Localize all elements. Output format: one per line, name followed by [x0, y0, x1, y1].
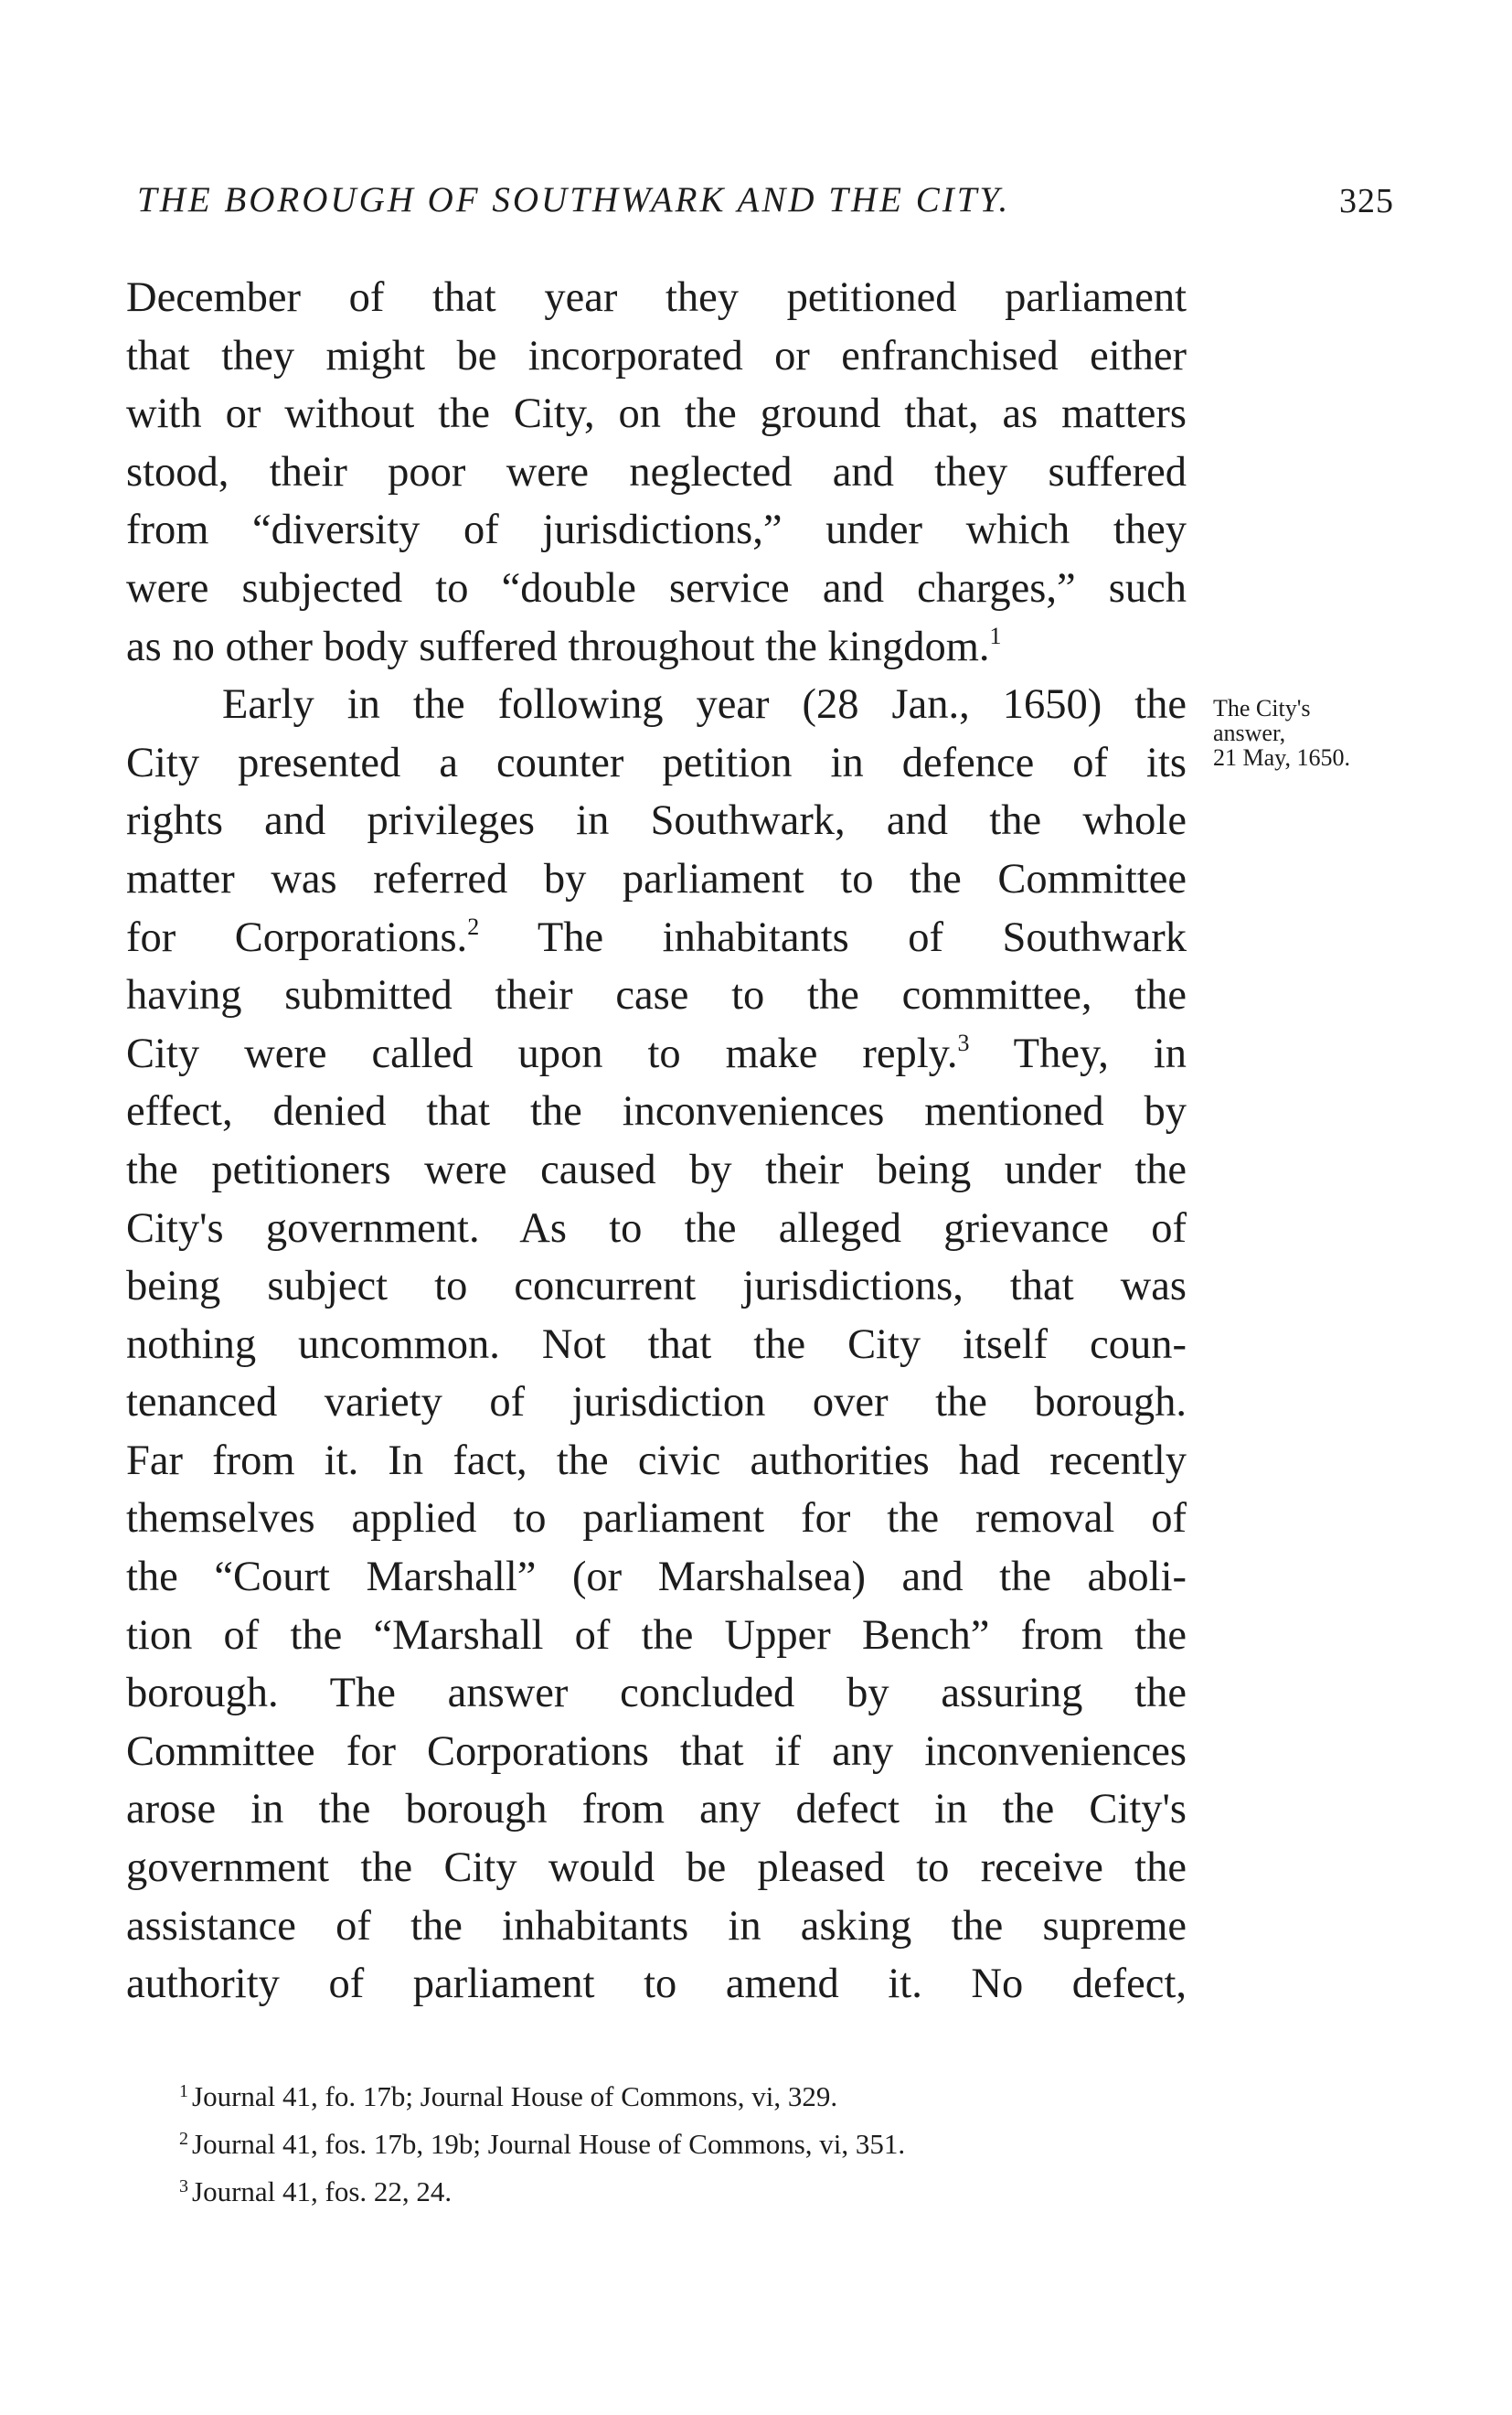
- body-line: nothing uncommon. Not that the City itself coun-: [126, 1320, 1187, 1368]
- footnote: [179, 2073, 1185, 2121]
- body-line: matter was referred by parliament to the Committee: [126, 855, 1187, 903]
- footnote-marker: 1: [179, 2081, 188, 2101]
- footnote-ref: 1: [989, 622, 1002, 649]
- body-line: the “Court Marshall” (or Marshalsea) and the aboli-: [126, 1554, 1187, 1601]
- footnote-marker: 3: [179, 2176, 188, 2196]
- body-line: rights and privileges in Southwark, and the whole: [126, 797, 1187, 845]
- body-line: the petitioners were caused by their being under the: [126, 1146, 1187, 1193]
- body-line: City's government. As to the alleged grievance of: [126, 1204, 1187, 1252]
- body-line: Far from it. In fact, the civic authorities had recently: [126, 1437, 1187, 1484]
- body-line: tenanced variety of jurisdiction over the borough.: [126, 1379, 1187, 1427]
- footnotes: [179, 2073, 1185, 2216]
- footnote-ref: 2: [467, 913, 480, 940]
- body-line: stood, their poor were neglected and they suffered: [126, 448, 1187, 496]
- body-line: [126, 618, 1187, 677]
- page-number: 325: [1339, 182, 1394, 220]
- footnote-marker: 2: [179, 2129, 188, 2149]
- body-line-text: for Corporations.: [126, 914, 468, 961]
- body-line: arose in the borough from any defect in the City's: [126, 1786, 1187, 1833]
- margin-note-line: answer,: [1213, 720, 1286, 746]
- body-line: government the City would be pleased to receive the: [126, 1844, 1187, 1892]
- footnote-ref: 3: [957, 1029, 970, 1056]
- body-text: [126, 269, 1187, 2014]
- body-line: City presented a counter petition in defence of its: [126, 739, 1187, 786]
- body-line: [126, 1025, 1187, 1084]
- body-line-text: The inhabitants of Southwark: [479, 914, 1187, 961]
- body-line: Committee for Corporations that if any inconveniences: [126, 1727, 1187, 1775]
- body-line: authority of parliament to amend it. No defect,: [126, 1961, 1187, 2008]
- running-title: THE BOROUGH OF SOUTHWARK AND THE CITY.: [137, 180, 1011, 219]
- margin-note: [1213, 696, 1487, 770]
- margin-note-line: 21 May, 1650.: [1213, 744, 1350, 771]
- body-line: with or without the City, on the ground that, as matters: [126, 390, 1187, 438]
- body-line: effect, denied that the inconveniences mentioned by: [126, 1088, 1187, 1136]
- body-line-text: City were called upon to make reply.: [126, 1030, 958, 1077]
- footnote: [179, 2121, 1185, 2168]
- body-line-text: They, in: [969, 1030, 1187, 1077]
- body-line: were subjected to “double service and charges,” such: [126, 564, 1187, 612]
- body-line: that they might be incorporated or enfranchised either: [126, 332, 1187, 379]
- body-line: December of that year they petitioned parliament: [126, 274, 1187, 321]
- body-line: tion of the “Marshall of the Upper Bench” from the: [126, 1611, 1187, 1659]
- footnote: [179, 2168, 1185, 2216]
- body-line: Early in the following year (28 Jan., 1650) the: [222, 681, 1187, 729]
- body-line-text: as no other body suffered throughout the kingdom.: [126, 623, 990, 670]
- footnote-text: Journal 41, fo. 17b; Journal House of Commons, vi, 329.: [192, 2080, 838, 2112]
- body-line: assistance of the inhabitants in asking the supreme: [126, 1902, 1187, 1950]
- margin-note-line: The City's: [1213, 695, 1311, 721]
- body-line: themselves applied to parliament for the removal of: [126, 1495, 1187, 1543]
- body-line: borough. The answer concluded by assuring the: [126, 1670, 1187, 1717]
- body-line: from “diversity of jurisdictions,” under which they: [126, 507, 1187, 554]
- body-line: [126, 909, 1187, 967]
- footnote-text: Journal 41, fos. 22, 24.: [192, 2175, 453, 2207]
- footnote-text: Journal 41, fos. 17b, 19b; Journal House of Commons, vi, 351.: [192, 2128, 906, 2160]
- body-line: being subject to concurrent jurisdictions, that was: [126, 1263, 1187, 1310]
- body-line: having submitted their case to the committee, the: [126, 972, 1187, 1020]
